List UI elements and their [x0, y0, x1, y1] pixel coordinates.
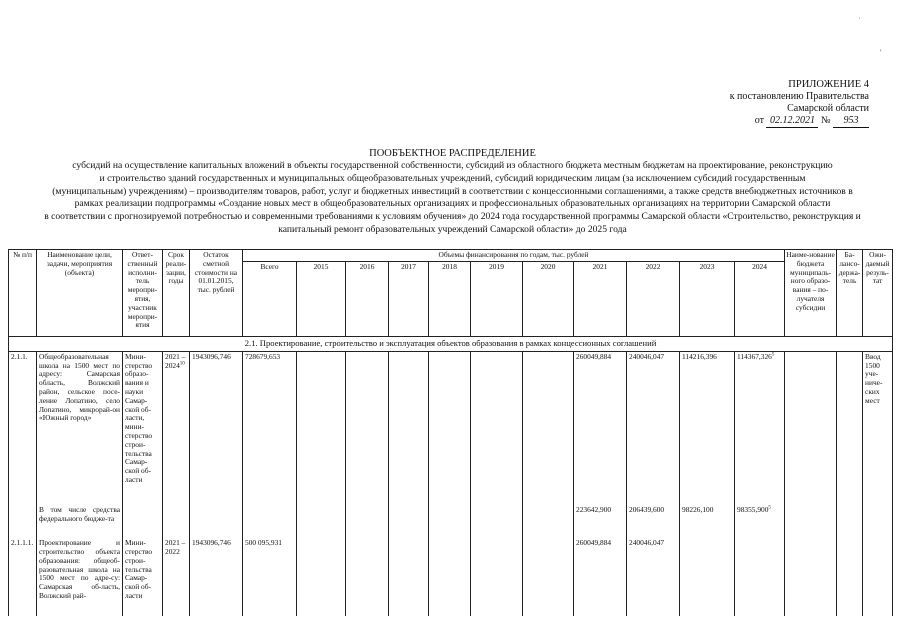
subtitle-line: и строительство зданий государственных и муниципальных общеобразовательных учреждений, субсидий юридическим лицам (за исключением субсидий государственным — [99, 172, 806, 184]
row-name: Проектирование и строительство объекта образования: общеоб-разовательная школа на 1500 мест по адре-су: Самарская об-ласть, Волжский рай- — [37, 538, 123, 616]
header-term: Срок реали-зации, годы — [163, 250, 190, 337]
header-result: Ожи-даемый резуль-тат — [863, 250, 893, 337]
header-year: 2022 — [627, 262, 680, 337]
header-year: 2021 — [574, 262, 627, 337]
row-2023: 114216,396 — [680, 351, 735, 505]
header-total: Всего — [243, 262, 297, 337]
row-2021: 260049,884 — [574, 351, 627, 505]
appendix-block — [730, 79, 869, 128]
header-num: № п/п — [9, 250, 37, 337]
table-row — [9, 538, 893, 616]
row-2022: 240046,047 — [627, 538, 680, 616]
header-funding: Объемы финансирования по годам, тыс. рублей — [243, 250, 785, 262]
from-label: от — [754, 115, 764, 126]
row-remainder: 1943096,746 — [190, 351, 243, 505]
subtitle-line: в соответствии с прогнозируемой потребностью и современными требованиями к условиям обучения» до 2024 года государственной программы Самарской области «Строительство, реконструкция и — [44, 211, 861, 223]
header-year: 2020 — [523, 262, 574, 337]
header-year: 2019 — [471, 262, 523, 337]
number-label: № — [820, 115, 831, 126]
header-year: 2015 — [297, 262, 346, 337]
decree-date: 02.12.2021 — [766, 115, 818, 128]
subtitle-line: рамках реализации подпрограммы «Создание новых мест в общеобразовательных организациях и профессиональных образовательных организациях на территории Самарской области — [74, 198, 831, 210]
header-year: 2024 — [735, 262, 785, 337]
header-year: 2016 — [346, 262, 389, 337]
appendix-line-2: к постановлению Правительства — [729, 91, 869, 102]
scan-mark: ˙ — [858, 16, 861, 25]
row-2024: 98355,900$^5$ — [735, 505, 785, 538]
header-remainder: Остаток сметной стоимости на 01.01.2015, тыс. рублей — [190, 250, 243, 337]
row-2021: 223642,900 — [574, 505, 627, 538]
funding-table — [8, 249, 893, 616]
row-term: 2021 – 2022 — [163, 538, 190, 616]
subtitle-line: (муниципальным) учреждениям) – производителям товаров, работ, услуг и бюджетных инвестиций в соответствии с концессионными соглашениями, а также средств внебюджетных источников в — [52, 185, 853, 197]
subtitle-line: субсидий на осуществление капитальных вложений в объекты государственной собственности, субсидий из областного бюджета местным бюджетам на проектирование, реконструкцию — [72, 160, 833, 171]
row-executor: Мини-стерство строи-тельства Самар-ской об-ласти — [123, 538, 163, 616]
header-year: 2023 — [680, 262, 735, 337]
row-2024: 114367,326$^5$ — [735, 351, 785, 505]
decree-number: 953 — [833, 115, 869, 128]
row-name: Общеобразовательная школа на 1500 мест по адресу: Самарская область, Волжский район, сельское посе-ление Лопатино, село Лопатино, микрорай-он «Южный город» — [37, 351, 123, 505]
table-row — [9, 505, 893, 538]
appendix-title: ПРИЛОЖЕНИЕ 4 — [788, 79, 869, 90]
document-subtitle — [6, 160, 899, 237]
subtitle-line: капитальный ремонт образовательных учреждений Самарской области» до 2025 года — [278, 223, 627, 235]
row-total: 728679,653 — [243, 351, 297, 505]
row-result: Ввод 1500 уче-ниче-ских мест — [863, 351, 893, 505]
row-2022: 206439,600 — [627, 505, 680, 538]
section-heading: 2.1. Проектирование, строительство и эксплуатация объектов образования в рамках концессионных соглашений — [9, 337, 893, 352]
row-2022: 240046,047 — [627, 351, 680, 505]
row-num: 2.1.1. — [9, 351, 37, 505]
row-total: 500 095,931 — [243, 538, 297, 616]
row-2021: 260049,884 — [574, 538, 627, 616]
appendix-line-3: Самарской области — [787, 103, 869, 114]
header-recipient: Наиме-нование бюджета муниципаль-ного образо-вания – по-лучателя субсидии — [785, 250, 837, 337]
scan-mark: ' — [880, 48, 882, 57]
row-2023: 98226,100 — [680, 505, 735, 538]
document-title: ПООБЪЕКТНОЕ РАСПРЕДЕЛЕНИЕ — [369, 148, 536, 159]
table-row — [9, 351, 893, 505]
appendix-date-line — [730, 115, 869, 128]
row-num: 2.1.1.1. — [9, 538, 37, 616]
row-term: 2021 – 2024$^{10}$ — [163, 351, 190, 505]
header-balance-holder: Ба-лансо-держа-тель — [837, 250, 863, 337]
header-name: Наименование цели, задачи, мероприятия (объекта) — [37, 250, 123, 337]
row-executor: Мини-стерство образо-вания и науки Самар-ской об-ласти, мини-стерство строи-тельства Самар-ской об-ласти — [123, 351, 163, 505]
header-year: 2018 — [429, 262, 471, 337]
row-remainder: 1943096,746 — [190, 538, 243, 616]
header-year: 2017 — [389, 262, 429, 337]
row-name: В том числе средства федерального бюдже-та — [37, 505, 123, 538]
header-executor: Ответ-ственный исполни-тель меропри-ятия, участник меропри-ятия — [123, 250, 163, 337]
